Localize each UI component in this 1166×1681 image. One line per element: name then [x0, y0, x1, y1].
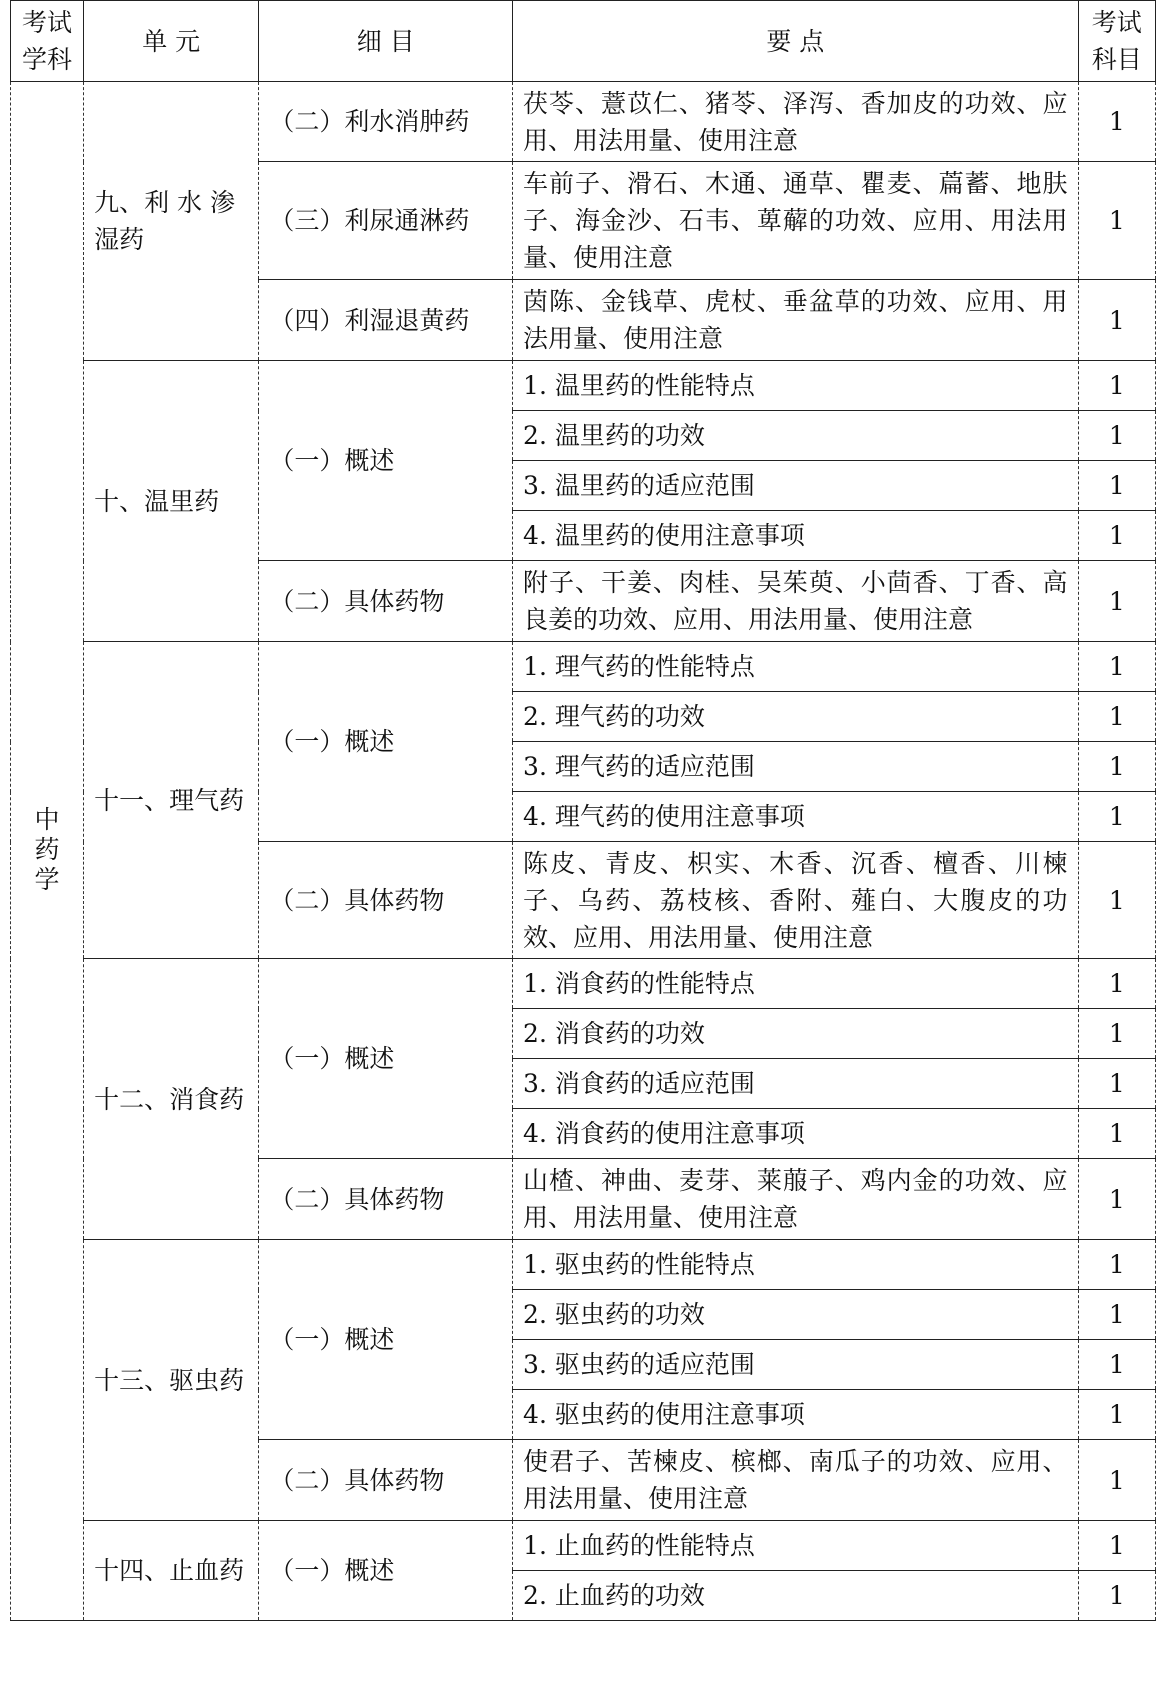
detail-cell: （一）概述 [259, 959, 513, 1159]
detail-cell: （一）概述 [259, 1240, 513, 1440]
point-cell: 3. 消食药的适应范围 [513, 1059, 1079, 1109]
exam-cell: 1 [1078, 561, 1155, 642]
exam-cell: 1 [1078, 792, 1155, 842]
exam-cell: 1 [1078, 361, 1155, 411]
exam-cell: 1 [1078, 162, 1155, 280]
exam-cell: 1 [1078, 1290, 1155, 1340]
point-cell: 2. 理气药的功效 [513, 692, 1079, 742]
exam-cell: 1 [1078, 1059, 1155, 1109]
point-cell: 2. 温里药的功效 [513, 411, 1079, 461]
exam-cell: 1 [1078, 1240, 1155, 1290]
point-cell: 1. 温里药的性能特点 [513, 361, 1079, 411]
point-cell: 4. 温里药的使用注意事项 [513, 511, 1079, 561]
subject-name: 中药学 [34, 804, 60, 894]
exam-cell: 1 [1078, 742, 1155, 792]
detail-cell: （一）概述 [259, 361, 513, 561]
point-cell: 2. 驱虫药的功效 [513, 1290, 1079, 1340]
table-row [11, 959, 1156, 1009]
table-row [11, 361, 1156, 411]
detail-cell: （二）具体药物 [259, 561, 513, 642]
exam-cell: 1 [1078, 411, 1155, 461]
exam-cell: 1 [1078, 1109, 1155, 1159]
header-points: 要 点 [513, 1, 1079, 82]
point-cell: 3. 驱虫药的适应范围 [513, 1340, 1079, 1390]
detail-cell: （二）具体药物 [259, 1440, 513, 1521]
header-subject: 考试学科 [11, 1, 84, 82]
unit-cell: 十一、理气药 [84, 642, 259, 959]
subject-cell [11, 82, 84, 1621]
point-cell: 4. 消食药的使用注意事项 [513, 1109, 1079, 1159]
detail-cell: （一）概述 [259, 642, 513, 842]
header-unit: 单 元 [84, 1, 259, 82]
point-cell: 3. 温里药的适应范围 [513, 461, 1079, 511]
exam-cell: 1 [1078, 1340, 1155, 1390]
point-cell: 2. 止血药的功效 [513, 1571, 1079, 1621]
header-exam: 考试科目 [1078, 1, 1155, 82]
detail-cell: （二）利水消肿药 [259, 82, 513, 162]
header-detail: 细 目 [259, 1, 513, 82]
table-row [11, 1521, 1156, 1571]
point-cell: 使君子、苦楝皮、槟榔、南瓜子的功效、应用、用法用量、使用注意 [513, 1440, 1079, 1521]
exam-cell: 1 [1078, 1159, 1155, 1240]
header-row [11, 1, 1156, 82]
table-row [11, 1240, 1156, 1290]
point-cell: 4. 理气药的使用注意事项 [513, 792, 1079, 842]
point-cell: 1. 消食药的性能特点 [513, 959, 1079, 1009]
exam-cell: 1 [1078, 82, 1155, 162]
exam-cell: 1 [1078, 842, 1155, 959]
point-cell: 山楂、神曲、麦芽、莱菔子、鸡内金的功效、应用、用法用量、使用注意 [513, 1159, 1079, 1240]
point-cell: 2. 消食药的功效 [513, 1009, 1079, 1059]
point-cell: 附子、干姜、肉桂、吴茱萸、小茴香、丁香、高良姜的功效、应用、用法用量、使用注意 [513, 561, 1079, 642]
point-cell: 陈皮、青皮、枳实、木香、沉香、檀香、川楝子、乌药、荔枝核、香附、薤白、大腹皮的功效、应用、用法用量、使用注意 [513, 842, 1079, 959]
detail-cell: （二）具体药物 [259, 1159, 513, 1240]
exam-cell: 1 [1078, 692, 1155, 742]
exam-cell: 1 [1078, 1440, 1155, 1521]
table-row [11, 642, 1156, 692]
exam-cell: 1 [1078, 280, 1155, 361]
unit-cell: 十三、驱虫药 [84, 1240, 259, 1521]
exam-cell: 1 [1078, 959, 1155, 1009]
exam-cell: 1 [1078, 1521, 1155, 1571]
point-cell: 1. 驱虫药的性能特点 [513, 1240, 1079, 1290]
unit-cell: 十二、消食药 [84, 959, 259, 1240]
detail-cell: （三）利尿通淋药 [259, 162, 513, 280]
exam-cell: 1 [1078, 1571, 1155, 1621]
detail-cell: （四）利湿退黄药 [259, 280, 513, 361]
point-cell: 茵陈、金钱草、虎杖、垂盆草的功效、应用、用法用量、使用注意 [513, 280, 1079, 361]
point-cell: 1. 止血药的性能特点 [513, 1521, 1079, 1571]
point-cell: 4. 驱虫药的使用注意事项 [513, 1390, 1079, 1440]
detail-cell: （二）具体药物 [259, 842, 513, 959]
point-cell: 车前子、滑石、木通、通草、瞿麦、萹蓄、地肤子、海金沙、石韦、萆薢的功效、应用、用法用量、使用注意 [513, 162, 1079, 280]
point-cell: 1. 理气药的性能特点 [513, 642, 1079, 692]
exam-cell: 1 [1078, 1009, 1155, 1059]
exam-cell: 1 [1078, 642, 1155, 692]
exam-cell: 1 [1078, 461, 1155, 511]
unit-cell: 九、利 水 渗湿药 [84, 82, 259, 361]
point-cell: 茯苓、薏苡仁、猪苓、泽泻、香加皮的功效、应用、用法用量、使用注意 [513, 82, 1079, 162]
unit-cell: 十、温里药 [84, 361, 259, 642]
detail-cell: （一）概述 [259, 1521, 513, 1621]
table-row [11, 82, 1156, 162]
unit-cell: 十四、止血药 [84, 1521, 259, 1621]
exam-cell: 1 [1078, 511, 1155, 561]
exam-cell: 1 [1078, 1390, 1155, 1440]
point-cell: 3. 理气药的适应范围 [513, 742, 1079, 792]
syllabus-table [10, 0, 1156, 1621]
